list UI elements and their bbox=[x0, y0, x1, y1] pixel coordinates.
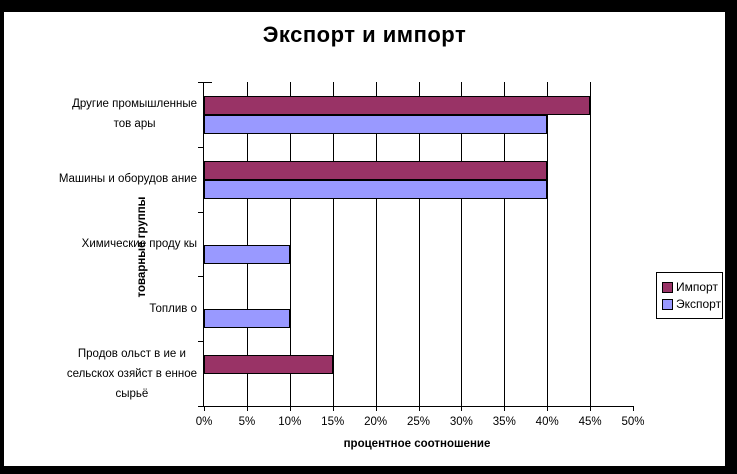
x-axis-tick bbox=[633, 406, 634, 411]
x-tick-label: 50% bbox=[621, 416, 645, 428]
category-label-1 bbox=[59, 147, 197, 212]
x-tick-label: 0% bbox=[195, 416, 213, 428]
category-label-0 bbox=[72, 82, 197, 147]
x-axis-tick bbox=[376, 406, 377, 411]
chart-canvas bbox=[4, 12, 725, 466]
chart-title: Экспорт и импорт bbox=[262, 22, 467, 47]
x-axis-tick bbox=[333, 406, 334, 411]
legend-label: Экспорт bbox=[676, 297, 722, 311]
gridline-45 bbox=[590, 82, 591, 406]
x-tick-label: 20% bbox=[364, 416, 388, 428]
y-axis-end-cap bbox=[204, 82, 212, 83]
bar-экспорт-2 bbox=[204, 245, 290, 264]
x-axis-title: процентное соотношение bbox=[343, 438, 491, 450]
category-axis-tick bbox=[198, 276, 204, 277]
x-tick-label: 40% bbox=[535, 416, 559, 428]
category-label-3 bbox=[149, 276, 197, 341]
x-axis-tick bbox=[204, 406, 205, 411]
category-axis-tick bbox=[198, 147, 204, 148]
category-axis-tick bbox=[198, 212, 204, 213]
x-tick-label: 35% bbox=[492, 416, 516, 428]
bar-импорт-4 bbox=[204, 355, 333, 374]
x-tick-label: 25% bbox=[406, 416, 431, 428]
x-tick-label: 30% bbox=[449, 416, 473, 428]
x-axis-tick bbox=[590, 406, 591, 411]
legend bbox=[656, 272, 723, 319]
category-axis-tick bbox=[198, 82, 204, 83]
x-axis-tick bbox=[461, 406, 462, 411]
category-label-text: Топлив о bbox=[149, 302, 197, 315]
bar-экспорт-0 bbox=[204, 115, 547, 134]
x-axis-tick bbox=[547, 406, 548, 411]
y-axis-title: товарные группы bbox=[136, 196, 148, 298]
legend-swatch-icon bbox=[662, 299, 673, 310]
category-axis-tick bbox=[198, 341, 204, 342]
x-axis-tick bbox=[290, 406, 291, 411]
category-label-text: Продов ольст в ие и сельскох озяйст в енное сырьё bbox=[66, 347, 197, 400]
category-label-text: Машины и оборудов ание bbox=[58, 173, 197, 186]
gridline-40 bbox=[547, 82, 548, 406]
category-label-2 bbox=[82, 212, 197, 277]
bar-импорт-1 bbox=[204, 161, 547, 180]
category-label-4 bbox=[67, 341, 197, 406]
x-axis-tick bbox=[247, 406, 248, 411]
bar-импорт-0 bbox=[204, 96, 590, 115]
x-tick-label: 15% bbox=[321, 416, 345, 428]
legend-item-экспорт bbox=[662, 297, 722, 311]
x-tick-label: 45% bbox=[578, 416, 602, 428]
x-tick-label: 5% bbox=[238, 416, 256, 428]
x-axis-tick bbox=[419, 406, 420, 411]
category-label-text: Химические проду кы bbox=[81, 237, 197, 250]
legend-item-импорт bbox=[662, 280, 722, 294]
plot-area bbox=[195, 82, 645, 428]
category-label-text: Другие промышленные тов ары bbox=[72, 98, 197, 131]
bar-экспорт-3 bbox=[204, 309, 290, 328]
x-axis-tick bbox=[504, 406, 505, 411]
bar-экспорт-1 bbox=[204, 180, 547, 199]
legend-label: Импорт bbox=[676, 280, 718, 294]
x-tick-label: 10% bbox=[278, 416, 302, 428]
legend-swatch-icon bbox=[662, 282, 673, 293]
